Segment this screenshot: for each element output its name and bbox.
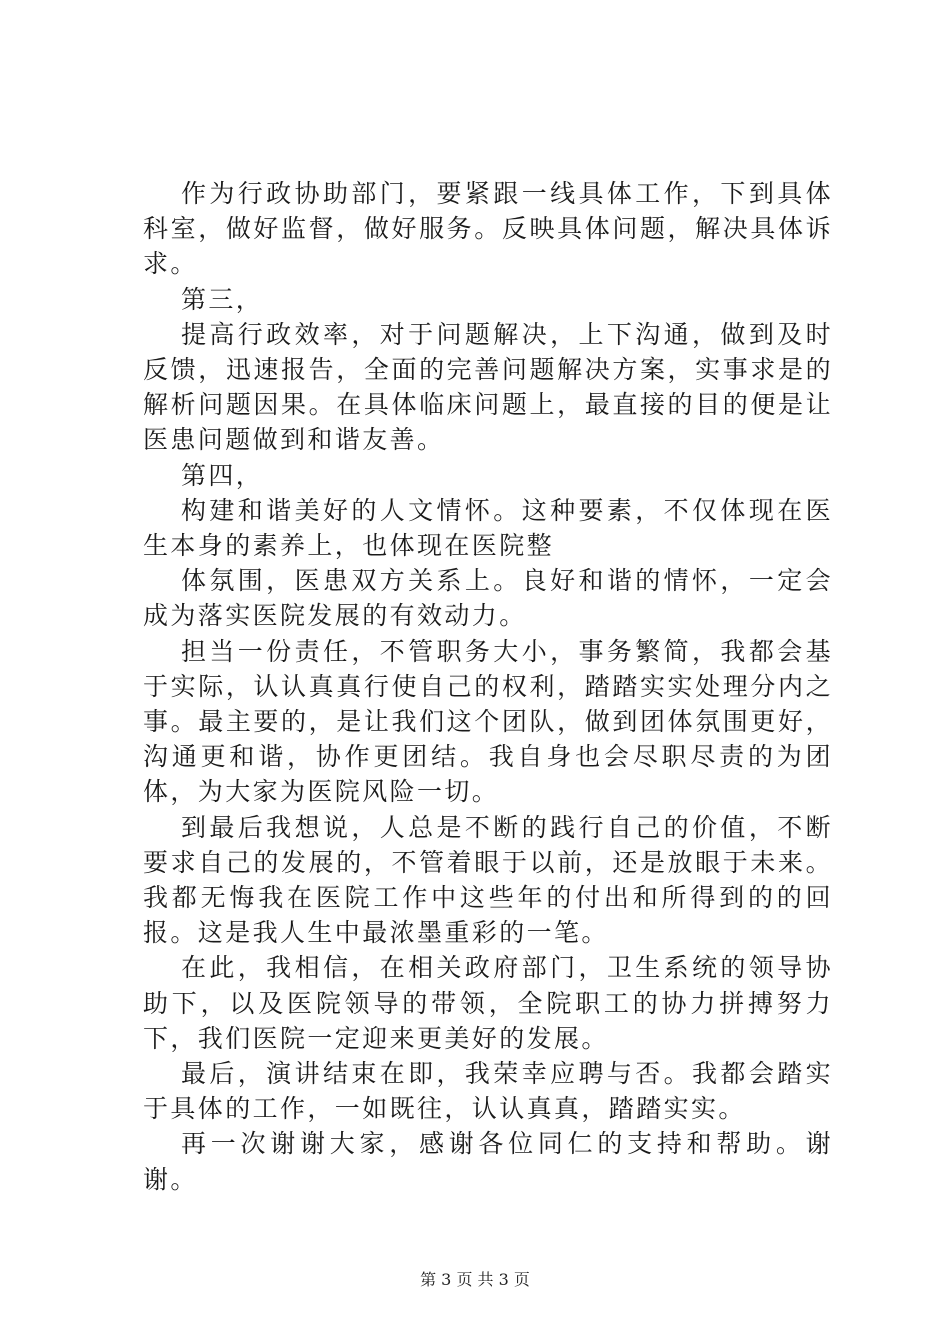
paragraph: 构建和谐美好的人文情怀。这种要素，不仅体现在医生本身的素养上，也体现在医院整 — [143, 495, 833, 561]
page-footer: 第 3 页 共 3 页 — [420, 1270, 530, 1289]
paragraph: 作为行政协助部门，要紧跟一线具体工作，下到具体科室，做好监督，做好服务。反映具体问题，解决具体诉求。 — [143, 179, 833, 279]
paragraph: 最后，演讲结束在即，我荣幸应聘与否。我都会踏实于具体的工作，一如既往，认认真真，踏踏实实。 — [143, 1059, 833, 1124]
section-heading-third: 第三， — [181, 284, 264, 314]
paragraph: 体氛围，医患双方关系上。良好和谐的情怀，一定会成为落实医院发展的有效动力。 — [143, 566, 833, 631]
closing-paragraph: 再一次谢谢大家，感谢各位同仁的支持和帮助。谢谢。 — [143, 1129, 833, 1194]
document-body — [143, 176, 833, 1197]
paragraph: 提高行政效率，对于问题解决，上下沟通，做到及时反馈，迅速报告，全面的完善问题解决方案，实事求是的解析问题因果。在具体临床问题上，最直接的目的便是让医患问题做到和谐友善。 — [143, 319, 833, 455]
section-heading-fourth: 第四， — [181, 460, 264, 490]
paragraph: 到最后我想说，人总是不断的践行自己的价值，不断要求自己的发展的，不管着眼于以前，还是放眼于未来。我都无悔我在医院工作中这些年的付出和所得到的的回报。这是我人生中最浓墨重彩的一笔。 — [143, 812, 833, 948]
paragraph: 在此，我相信，在相关政府部门，卫生系统的领导协助下，以及医院领导的带领，全院职工的协力拼搏努力下，我们医院一定迎来更美好的发展。 — [143, 953, 833, 1053]
paragraph: 担当一份责任，不管职务大小，事务繁简，我都会基于实际，认认真真行使自己的权利，踏踏实实处理分内之事。最主要的，是让我们这个团队，做到团体氛围更好，沟通更和谐，协作更团结。我自身也会尽职尽责的为团体，为大家为医院风险一切。 — [143, 636, 833, 807]
